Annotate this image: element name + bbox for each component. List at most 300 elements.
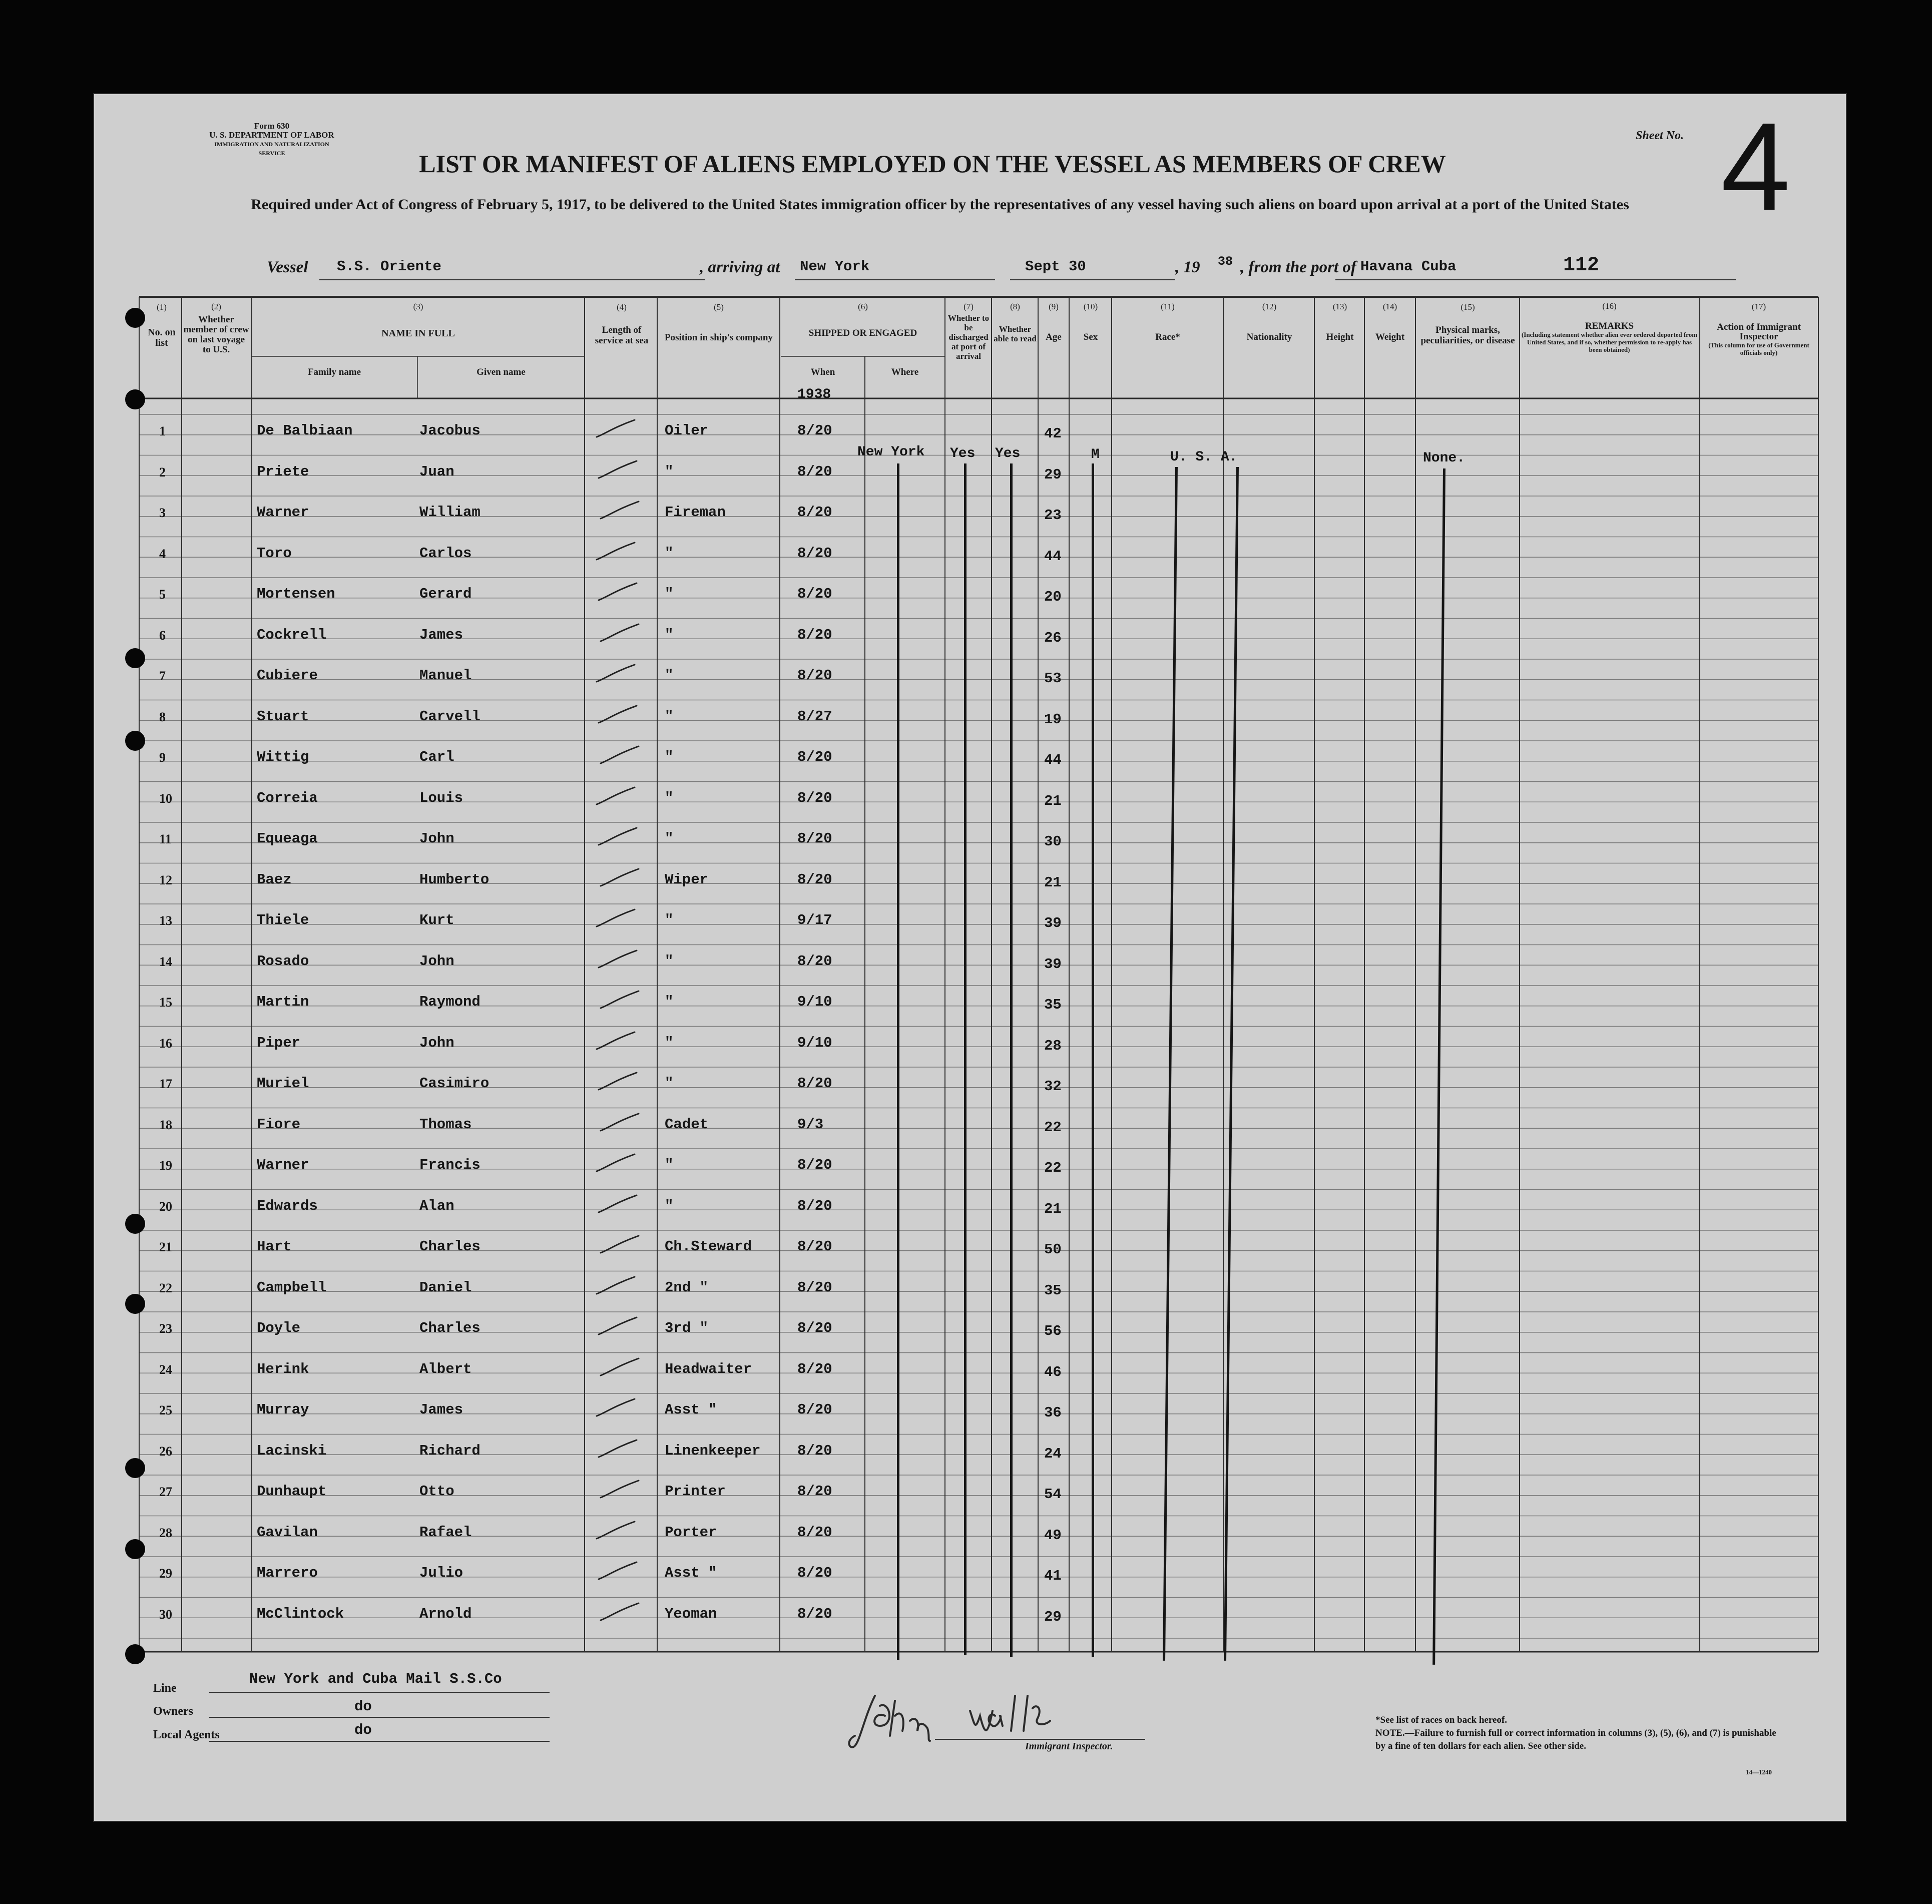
age: 49 [1044,1527,1062,1544]
row-number: 28 [159,1525,172,1540]
service-check-mark [599,1599,644,1624]
row-number: 11 [159,832,172,846]
age: 41 [1044,1568,1062,1584]
family-name: Piper [257,1034,301,1051]
position: " [665,953,674,970]
position: " [665,463,674,480]
age: 53 [1044,670,1062,687]
binder-hole [125,648,145,668]
col17-label: Action of Immigrant Inspector [1717,322,1801,342]
binder-hole [125,1294,145,1314]
shipped-when: 8/20 [797,789,832,806]
family-name: Wittig [257,749,309,765]
col14-label: Weight [1375,332,1405,342]
position: Yeoman [665,1605,717,1622]
col2-label: Whether member of crew on last voyage to U.S. [183,314,249,355]
row-number: 8 [159,709,166,724]
given-name: Rafael [419,1524,472,1541]
age: 28 [1044,1037,1062,1054]
row-number: 12 [159,872,172,887]
row-number: 16 [159,1036,172,1051]
family-name-header: Family name [307,367,361,377]
sex-value: M [1091,447,1100,462]
age: 39 [1044,956,1062,973]
age: 21 [1044,792,1062,809]
from-port-label: , from the port of [1240,258,1356,276]
vessel-label: Vessel [267,258,308,276]
col12-number: (12) [1262,302,1277,311]
position: Cadet [665,1116,709,1133]
age: 23 [1044,507,1062,524]
given-name: William [419,504,480,521]
discharged-value: Yes [950,446,976,461]
shipped-when: 8/20 [797,830,832,847]
shipped-when: 8/20 [797,1157,832,1173]
col11-number: (11) [1161,302,1175,311]
position: " [665,994,674,1010]
ditto-line-sex [1092,463,1094,1657]
family-name: Rosado [257,953,309,970]
given-name: Charles [419,1320,480,1336]
shipped-when: 8/20 [797,667,832,684]
service-check-mark [595,661,640,686]
row-number: 25 [159,1403,172,1417]
row-number: 20 [159,1199,172,1214]
col4-number: (4) [617,302,627,312]
service-check-mark [597,457,642,482]
shipped-when: 8/20 [797,463,832,480]
age: 24 [1044,1445,1062,1462]
service-check-mark [599,865,644,890]
signature-underline [935,1739,1145,1740]
agents-value: do [354,1722,372,1738]
shipped-when: 8/20 [797,545,832,562]
ditto-line-read [1010,463,1013,1657]
col7-number: (7) [963,302,974,311]
position: " [665,749,674,765]
family-name: Equeaga [257,830,318,847]
position: " [665,708,674,725]
age: 44 [1044,548,1062,565]
service-check-mark [599,1477,644,1502]
age: 22 [1044,1160,1062,1176]
position: " [665,1157,674,1173]
row-number: 19 [159,1158,172,1173]
age: 56 [1044,1323,1062,1339]
given-name: Daniel [419,1279,472,1296]
age: 21 [1044,1200,1062,1217]
row-number: 27 [159,1485,172,1499]
age: 19 [1044,711,1062,728]
col16-note: (Including statement whether alien ever ordered deported from United States, and if so, whether permission to re-apply has been obtained) [1521,331,1698,353]
agents-label: Local Agents [153,1728,220,1741]
family-name: Gavilan [257,1524,318,1541]
given-name: Carvell [419,708,480,725]
service-check-mark [595,416,640,441]
shipped-when: 8/20 [797,1565,832,1581]
owners-value: do [354,1698,372,1715]
family-name: Correia [257,789,318,806]
row-number: 2 [159,464,166,480]
position: " [665,1075,674,1092]
row-number: 7 [159,669,166,683]
age: 26 [1044,629,1062,646]
service-check-mark [595,1150,640,1175]
family-name: Hart [257,1238,292,1255]
family-name: McClintock [257,1605,344,1622]
age: 29 [1044,1608,1062,1625]
ditto-line-where [897,463,899,1660]
position: Asst " [665,1401,717,1418]
read-value: Yes [995,446,1021,461]
col4-label: Length of service at sea [595,325,649,346]
shipped-when: 8/20 [797,1401,832,1418]
row-number: 21 [159,1240,172,1254]
service-check-mark [599,987,644,1012]
binder-hole [125,1539,145,1559]
family-name: Mortensen [257,586,335,602]
col1-number: (1) [157,302,167,312]
department-name: U. S. DEPARTMENT OF LABOR [209,130,334,140]
col13-label: Height [1326,332,1354,342]
age: 29 [1044,466,1062,483]
shipped-when: 8/20 [797,1197,832,1214]
service-check-mark [597,1069,642,1094]
position: " [665,912,674,928]
position: " [665,1034,674,1051]
given-name: Francis [419,1157,480,1173]
inspector-signature [845,1686,1175,1761]
shipped-when: 8/20 [797,1524,832,1541]
row-number: 6 [159,628,166,643]
age: 35 [1044,997,1062,1013]
row-number: 17 [159,1077,172,1091]
ditto-line-discharged [964,463,967,1655]
row-number: 5 [159,587,166,602]
service-check-mark [599,1354,644,1379]
age: 42 [1044,425,1062,442]
given-name: Louis [419,789,463,806]
family-name: Warner [257,1157,309,1173]
position: " [665,1197,674,1214]
inspector-label: Immigrant Inspector. [1025,1741,1113,1752]
family-name: Murray [257,1401,309,1418]
col2-number: (2) [211,302,221,311]
family-name: Herink [257,1360,309,1377]
col9-label: Age [1046,332,1062,342]
age: 46 [1044,1363,1062,1380]
given-name: Manuel [419,667,472,684]
given-name: Casimiro [419,1075,490,1092]
service-check-mark [599,742,644,767]
family-name: Muriel [257,1075,309,1092]
page-title: LIST OR MANIFEST OF ALIENS EMPLOYED ON THE VESSEL AS MEMBERS OF CREW [419,150,1446,178]
age: 30 [1044,833,1062,850]
shipped-when: 8/20 [797,1605,832,1622]
col5-number: (5) [714,302,724,312]
given-name: James [419,626,463,643]
family-name: De Balbiaan [257,422,353,439]
row-number: 26 [159,1444,172,1459]
service-check-mark [595,1028,640,1053]
nationality-value: U. S. A. [1170,449,1238,465]
service-check-mark [597,1191,642,1216]
form-number: Form 630 [254,121,290,131]
when-header: When [810,367,835,377]
position: " [665,789,674,806]
position: Headwaiter [665,1360,752,1377]
row-number: 4 [159,546,166,561]
row-number: 23 [159,1321,172,1336]
family-name: Warner [257,504,309,521]
family-name: Cockrell [257,626,327,643]
col17-note: (This column for use of Government officials only) [1708,341,1809,356]
row-number: 30 [159,1607,172,1622]
shipped-where: New York [857,444,925,460]
binder-hole [125,389,145,409]
arriving-port: New York [800,258,870,275]
age: 44 [1044,752,1062,768]
row-number: 18 [159,1117,172,1132]
position: " [665,545,674,562]
col1-label: No. on list [148,327,176,348]
col7-label: Whether to be discharged at port of arrival [947,313,990,361]
position: Wiper [665,871,709,888]
col16-number: (16) [1602,301,1617,311]
age: 50 [1044,1241,1062,1258]
shipped-when: 8/20 [797,626,832,643]
family-name: Fiore [257,1116,301,1133]
shipped-when: 8/20 [797,953,832,970]
position: " [665,667,674,684]
row-number: 29 [159,1566,172,1581]
given-name: Raymond [419,994,480,1010]
given-name: Kurt [419,912,454,928]
service-check-mark [597,1313,642,1338]
given-name: Otto [419,1483,454,1500]
given-name: John [419,1034,454,1051]
shipped-when: 8/20 [797,749,832,765]
age: 32 [1044,1078,1062,1095]
shipped-when: 8/27 [797,708,832,725]
position: Linenkeeper [665,1442,761,1459]
service-check-mark [599,620,644,645]
shipped-when: 8/20 [797,422,832,439]
col10-label: Sex [1083,332,1098,342]
where-header: Where [891,367,919,377]
given-name: Arnold [419,1605,472,1622]
vessel-name: S.S. Oriente [337,258,441,275]
shipped-when: 8/20 [797,1483,832,1500]
page-subtitle: Required under Act of Congress of February 5, 1917, to be delivered to the United States immigration officer by the representatives of any vessel having such aliens on board upon arrival at a port of the United States [251,196,1629,213]
family-name: Doyle [257,1320,301,1336]
row-number: 1 [159,424,166,438]
shipped-when: 8/20 [797,871,832,888]
service-check-mark [597,702,642,727]
service-check-mark [595,1518,640,1543]
service-check-mark [597,946,642,972]
service-check-mark [595,783,640,808]
family-name: Martin [257,994,309,1010]
col17-number: (17) [1751,302,1766,311]
row-number: 3 [159,506,166,520]
shipped-when: 8/20 [797,1442,832,1459]
footer-notes [1375,1714,1786,1753]
family-name: Toro [257,545,292,562]
service-check-mark [595,905,640,930]
col8-label: Whether able to read [994,324,1037,343]
races-note: *See list of races on back hereof. [1375,1715,1507,1725]
departure-port: Havana Cuba [1360,258,1457,275]
col9-number: (9) [1049,302,1059,311]
col8-number: (8) [1010,302,1020,311]
given-name: Humberto [419,871,490,888]
family-name: Cubiere [257,667,318,684]
manifest-sheet [94,94,1846,1821]
shipped-year: 1938 [797,387,831,402]
age: 39 [1044,915,1062,931]
service-check-mark [597,824,642,849]
col6-number: (6) [858,302,868,311]
shipped-when: 8/20 [797,1279,832,1296]
shipped-when: 8/20 [797,1075,832,1092]
col3-number: (3) [413,302,423,311]
service-check-mark [599,1110,644,1135]
age: 21 [1044,874,1062,891]
col15-number: (15) [1461,302,1475,312]
age: 20 [1044,589,1062,605]
position: Asst " [665,1565,717,1581]
given-name: James [419,1401,463,1418]
col5-label: Position in ship's company [665,332,773,343]
binder-hole [125,1214,145,1234]
col10-number: (10) [1083,302,1098,311]
given-name: Julio [419,1565,463,1581]
shipped-when: 8/20 [797,1320,832,1336]
given-name: John [419,953,454,970]
position: Oiler [665,422,709,439]
row-number: 15 [159,995,172,1010]
arriving-label: , arriving at [700,258,780,276]
binder-hole [125,1644,145,1664]
family-name: Dunhaupt [257,1483,327,1500]
family-name: Thiele [257,912,309,928]
family-name: Stuart [257,708,309,725]
col6-label: SHIPPED OR ENGAGED [808,328,917,338]
given-name: Alan [419,1197,454,1214]
sheet-number: 4 [1721,97,1791,236]
given-name: Carl [419,749,454,765]
family-name: Lacinski [257,1442,327,1459]
given-name: Carlos [419,545,472,562]
col14-number: (14) [1382,302,1397,311]
sheet-label: Sheet No. [1636,129,1684,142]
family-name: Marrero [257,1565,318,1581]
age: 36 [1044,1404,1062,1421]
row-number: 10 [159,791,172,806]
binder-hole [125,308,145,328]
binder-hole [125,1458,145,1478]
given-name: Richard [419,1442,480,1459]
position: Printer [665,1483,726,1500]
given-name: Juan [419,463,454,480]
shipped-when: 8/20 [797,504,832,521]
col13-number: (13) [1332,302,1347,311]
row-number: 14 [159,954,172,969]
service-check-mark [597,1558,642,1583]
position: Ch.Steward [665,1238,752,1255]
position: 3rd " [665,1320,709,1336]
service-check-mark [597,579,642,604]
col3-label: NAME IN FULL [381,328,455,339]
agents-underline [209,1741,550,1742]
service-check-mark [599,498,644,523]
col16-label: REMARKS [1585,321,1634,331]
line-label: Line [153,1682,177,1695]
col12-label: Nationality [1246,332,1292,342]
given-name: Charles [419,1238,480,1255]
shipped-when: 9/10 [797,1034,832,1051]
position: " [665,830,674,847]
manifest-number: 112 [1563,254,1600,277]
physical-marks-value: None. [1423,450,1466,466]
row-number: 22 [159,1280,172,1295]
shipped-when: 9/10 [797,994,832,1010]
shipped-when: 8/20 [797,1238,832,1255]
col11-label: Race* [1155,332,1180,342]
service-check-mark [595,539,640,564]
age: 54 [1044,1486,1062,1503]
given-name: Albert [419,1360,472,1377]
given-name: John [419,830,454,847]
arrival-date: Sept 30 [1025,258,1086,275]
position: " [665,586,674,602]
row-number: 9 [159,750,166,765]
year-prefix: , 19 [1175,258,1200,276]
given-name: Gerard [419,586,472,602]
given-name: Jacobus [419,422,480,439]
given-name: Thomas [419,1116,472,1133]
arrival-year: 38 [1218,254,1233,269]
age: 35 [1044,1282,1062,1299]
form-code: 14—1240 [1746,1768,1772,1776]
shipped-when: 8/20 [797,1360,832,1377]
family-name: Baez [257,871,292,888]
line-value: New York and Cuba Mail S.S.Co [249,1671,502,1687]
service-check-mark [599,1232,644,1257]
service-check-mark [597,1436,642,1461]
row-number: 13 [159,913,172,928]
line-underline [209,1692,550,1693]
position: " [665,626,674,643]
position: Porter [665,1524,717,1541]
shipped-when: 9/3 [797,1116,824,1133]
owners-label: Owners [153,1705,193,1718]
family-name: Edwards [257,1197,318,1214]
owners-underline [209,1717,550,1718]
age: 22 [1044,1119,1062,1136]
service-check-mark [595,1395,640,1420]
shipped-when: 9/17 [797,912,832,928]
service-name: IMMIGRATION AND NATURALIZATION SERVICE [214,141,329,157]
crew-rows [94,94,1846,1821]
position: Fireman [665,504,726,521]
shipped-when: 8/20 [797,586,832,602]
position: 2nd " [665,1279,709,1296]
family-name: Priete [257,463,309,480]
binder-hole [125,731,145,751]
col15-label: Physical marks, peculiarities, or disease [1420,325,1515,346]
